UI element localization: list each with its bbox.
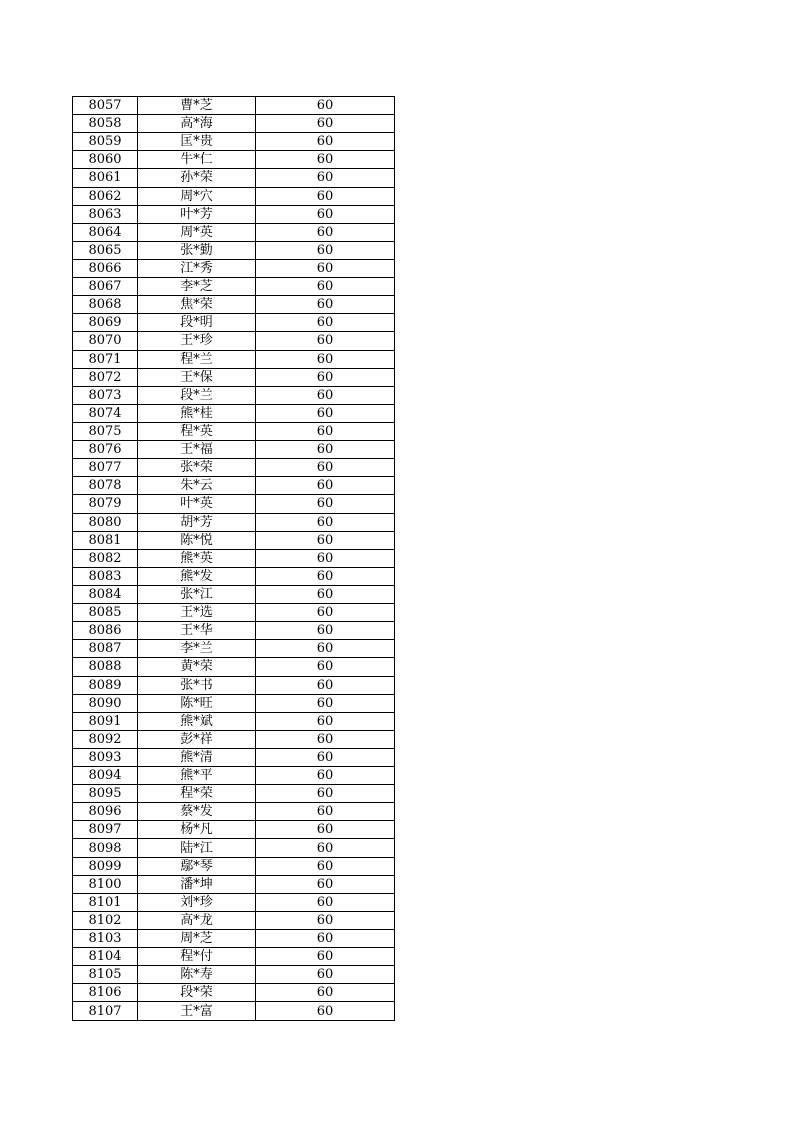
score-cell: 60 <box>256 911 395 929</box>
table-row <box>73 730 395 748</box>
name-cell: 王*保 <box>138 368 256 386</box>
score-cell: 60 <box>256 767 395 785</box>
name-cell: 曹*芝 <box>138 97 256 115</box>
score-cell: 60 <box>256 368 395 386</box>
table-row <box>73 839 395 857</box>
id-cell: 8101 <box>73 893 138 911</box>
name-cell: 熊*发 <box>138 567 256 585</box>
table-row <box>73 459 395 477</box>
table-row <box>73 115 395 133</box>
score-cell: 60 <box>256 748 395 766</box>
score-cell: 60 <box>256 133 395 151</box>
score-cell: 60 <box>256 97 395 115</box>
id-cell: 8076 <box>73 441 138 459</box>
table-row <box>73 477 395 495</box>
score-cell: 60 <box>256 531 395 549</box>
name-cell: 张*江 <box>138 585 256 603</box>
id-cell: 8100 <box>73 875 138 893</box>
name-cell: 熊*斌 <box>138 712 256 730</box>
id-cell: 8102 <box>73 911 138 929</box>
table-row <box>73 984 395 1002</box>
table-row <box>73 314 395 332</box>
table-row <box>73 422 395 440</box>
score-cell: 60 <box>256 441 395 459</box>
table-row <box>73 821 395 839</box>
name-cell: 焦*荣 <box>138 296 256 314</box>
name-cell: 叶*芳 <box>138 205 256 223</box>
score-cell: 60 <box>256 223 395 241</box>
table-row <box>73 857 395 875</box>
name-cell: 周*芝 <box>138 930 256 948</box>
name-cell: 熊*桂 <box>138 404 256 422</box>
name-cell: 李*芝 <box>138 278 256 296</box>
name-cell: 段*荣 <box>138 984 256 1002</box>
table-row <box>73 893 395 911</box>
table-row <box>73 676 395 694</box>
name-cell: 张*书 <box>138 676 256 694</box>
id-cell: 8067 <box>73 278 138 296</box>
id-cell: 8065 <box>73 241 138 259</box>
id-cell: 8091 <box>73 712 138 730</box>
id-cell: 8085 <box>73 604 138 622</box>
id-cell: 8105 <box>73 966 138 984</box>
name-cell: 匡*贵 <box>138 133 256 151</box>
name-cell: 张*勤 <box>138 241 256 259</box>
id-cell: 8071 <box>73 350 138 368</box>
table-row <box>73 948 395 966</box>
id-cell: 8081 <box>73 531 138 549</box>
id-cell: 8099 <box>73 857 138 875</box>
name-cell: 潘*坤 <box>138 875 256 893</box>
table-row <box>73 241 395 259</box>
score-cell: 60 <box>256 785 395 803</box>
score-cell: 60 <box>256 930 395 948</box>
table-row <box>73 332 395 350</box>
table-row <box>73 567 395 585</box>
name-cell: 熊*清 <box>138 748 256 766</box>
name-cell: 王*选 <box>138 604 256 622</box>
score-cell: 60 <box>256 332 395 350</box>
id-cell: 8090 <box>73 694 138 712</box>
table-row <box>73 495 395 513</box>
table-row <box>73 585 395 603</box>
id-cell: 8094 <box>73 767 138 785</box>
score-cell: 60 <box>256 875 395 893</box>
score-cell: 60 <box>256 694 395 712</box>
name-cell: 刘*珍 <box>138 893 256 911</box>
table-row <box>73 875 395 893</box>
id-cell: 8073 <box>73 386 138 404</box>
name-cell: 段*明 <box>138 314 256 332</box>
score-cell: 60 <box>256 296 395 314</box>
name-cell: 江*秀 <box>138 259 256 277</box>
table-row <box>73 97 395 115</box>
name-cell: 熊*英 <box>138 549 256 567</box>
name-cell: 王*富 <box>138 1002 256 1020</box>
table-row <box>73 259 395 277</box>
name-cell: 张*荣 <box>138 459 256 477</box>
name-cell: 陈*旺 <box>138 694 256 712</box>
name-cell: 王*珍 <box>138 332 256 350</box>
name-cell: 胡*芳 <box>138 513 256 531</box>
id-cell: 8077 <box>73 459 138 477</box>
score-cell: 60 <box>256 241 395 259</box>
id-cell: 8089 <box>73 676 138 694</box>
id-cell: 8084 <box>73 585 138 603</box>
id-cell: 8074 <box>73 404 138 422</box>
table-row <box>73 1002 395 1020</box>
score-cell: 60 <box>256 567 395 585</box>
id-cell: 8107 <box>73 1002 138 1020</box>
name-cell: 朱*云 <box>138 477 256 495</box>
score-cell: 60 <box>256 966 395 984</box>
score-cell: 60 <box>256 821 395 839</box>
score-cell: 60 <box>256 622 395 640</box>
table-row <box>73 531 395 549</box>
name-cell: 陆*江 <box>138 839 256 857</box>
table-row <box>73 930 395 948</box>
name-cell: 黄*荣 <box>138 658 256 676</box>
id-cell: 8104 <box>73 948 138 966</box>
id-cell: 8080 <box>73 513 138 531</box>
score-cell: 60 <box>256 187 395 205</box>
id-cell: 8064 <box>73 223 138 241</box>
id-cell: 8068 <box>73 296 138 314</box>
score-cell: 60 <box>256 730 395 748</box>
id-cell: 8069 <box>73 314 138 332</box>
id-cell: 8096 <box>73 803 138 821</box>
id-cell: 8083 <box>73 567 138 585</box>
table-row <box>73 658 395 676</box>
table-row <box>73 278 395 296</box>
score-cell: 60 <box>256 604 395 622</box>
id-cell: 8066 <box>73 259 138 277</box>
table-row <box>73 622 395 640</box>
id-cell: 8075 <box>73 422 138 440</box>
name-cell: 周*穴 <box>138 187 256 205</box>
id-cell: 8062 <box>73 187 138 205</box>
score-cell: 60 <box>256 477 395 495</box>
table-row <box>73 803 395 821</box>
table-row <box>73 296 395 314</box>
id-cell: 8058 <box>73 115 138 133</box>
score-cell: 60 <box>256 658 395 676</box>
id-cell: 8097 <box>73 821 138 839</box>
score-cell: 60 <box>256 676 395 694</box>
id-cell: 8059 <box>73 133 138 151</box>
score-cell: 60 <box>256 422 395 440</box>
id-cell: 8103 <box>73 930 138 948</box>
score-cell: 60 <box>256 948 395 966</box>
name-cell: 程*荣 <box>138 785 256 803</box>
score-cell: 60 <box>256 115 395 133</box>
score-cell: 60 <box>256 259 395 277</box>
table-row <box>73 694 395 712</box>
name-cell: 王*福 <box>138 441 256 459</box>
id-cell: 8078 <box>73 477 138 495</box>
table-row <box>73 767 395 785</box>
table-row <box>73 368 395 386</box>
name-cell: 牛*仁 <box>138 151 256 169</box>
table-row <box>73 549 395 567</box>
table-row <box>73 748 395 766</box>
score-cell: 60 <box>256 314 395 332</box>
table-row <box>73 404 395 422</box>
score-cell: 60 <box>256 513 395 531</box>
name-cell: 蔡*发 <box>138 803 256 821</box>
table-row <box>73 386 395 404</box>
name-cell: 王*华 <box>138 622 256 640</box>
name-cell: 鄢*琴 <box>138 857 256 875</box>
id-cell: 8092 <box>73 730 138 748</box>
score-cell: 60 <box>256 151 395 169</box>
id-cell: 8093 <box>73 748 138 766</box>
name-cell: 程*付 <box>138 948 256 966</box>
id-cell: 8086 <box>73 622 138 640</box>
id-cell: 8095 <box>73 785 138 803</box>
id-cell: 8061 <box>73 169 138 187</box>
id-cell: 8082 <box>73 549 138 567</box>
name-cell: 周*英 <box>138 223 256 241</box>
id-cell: 8106 <box>73 984 138 1002</box>
score-cell: 60 <box>256 205 395 223</box>
id-cell: 8057 <box>73 97 138 115</box>
name-cell: 程*英 <box>138 422 256 440</box>
table-row <box>73 223 395 241</box>
name-cell: 段*兰 <box>138 386 256 404</box>
table-row <box>73 640 395 658</box>
id-cell: 8098 <box>73 839 138 857</box>
table-row <box>73 187 395 205</box>
table-row <box>73 205 395 223</box>
name-cell: 孙*荣 <box>138 169 256 187</box>
score-cell: 60 <box>256 712 395 730</box>
score-cell: 60 <box>256 839 395 857</box>
table-row <box>73 604 395 622</box>
id-cell: 8070 <box>73 332 138 350</box>
score-cell: 60 <box>256 404 395 422</box>
id-cell: 8079 <box>73 495 138 513</box>
table-body <box>73 97 395 1021</box>
name-cell: 叶*英 <box>138 495 256 513</box>
name-cell: 熊*平 <box>138 767 256 785</box>
id-cell: 8088 <box>73 658 138 676</box>
table-row <box>73 133 395 151</box>
name-cell: 程*兰 <box>138 350 256 368</box>
name-cell: 李*兰 <box>138 640 256 658</box>
name-cell: 杨*凡 <box>138 821 256 839</box>
id-cell: 8072 <box>73 368 138 386</box>
table-row <box>73 712 395 730</box>
score-cell: 60 <box>256 350 395 368</box>
table-row <box>73 350 395 368</box>
table-row <box>73 785 395 803</box>
score-cell: 60 <box>256 640 395 658</box>
score-cell: 60 <box>256 984 395 1002</box>
score-cell: 60 <box>256 495 395 513</box>
name-cell: 彭*祥 <box>138 730 256 748</box>
name-cell: 陈*悦 <box>138 531 256 549</box>
score-cell: 60 <box>256 893 395 911</box>
score-cell: 60 <box>256 386 395 404</box>
data-table <box>72 96 395 1021</box>
score-cell: 60 <box>256 549 395 567</box>
name-cell: 陈*寿 <box>138 966 256 984</box>
score-cell: 60 <box>256 169 395 187</box>
id-cell: 8087 <box>73 640 138 658</box>
score-cell: 60 <box>256 459 395 477</box>
id-cell: 8063 <box>73 205 138 223</box>
score-cell: 60 <box>256 1002 395 1020</box>
table-row <box>73 966 395 984</box>
id-cell: 8060 <box>73 151 138 169</box>
table-row <box>73 169 395 187</box>
table-row <box>73 513 395 531</box>
score-cell: 60 <box>256 585 395 603</box>
table-row <box>73 441 395 459</box>
name-cell: 高*海 <box>138 115 256 133</box>
score-cell: 60 <box>256 803 395 821</box>
table-row <box>73 151 395 169</box>
score-cell: 60 <box>256 278 395 296</box>
table-row <box>73 911 395 929</box>
score-cell: 60 <box>256 857 395 875</box>
name-cell: 高*龙 <box>138 911 256 929</box>
